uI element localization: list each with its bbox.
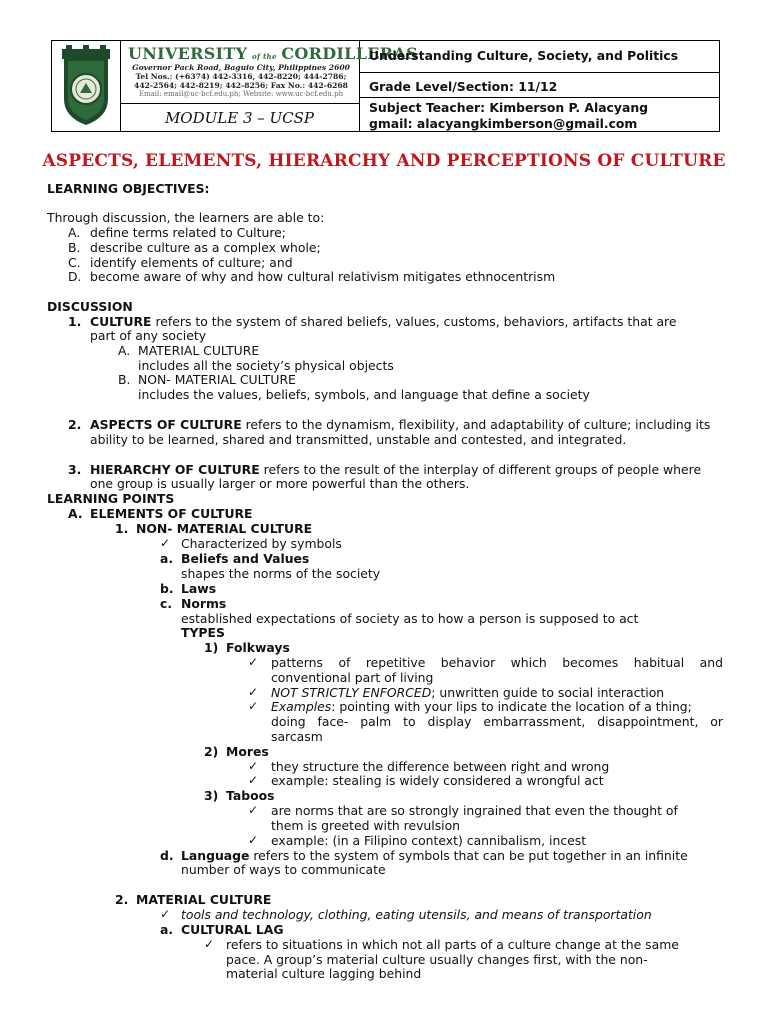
taboos-point-2: example: (in a Filipino context) cannibalism, incest [271,833,587,848]
non-material-culture-desc: includes the values, beliefs, symbols, and language that define a society [138,387,590,402]
hierarchy-definition: HIERARCHY OF CULTURE refers to the result of the interplay of different groups of people where [90,462,702,477]
laws-label: Laws [181,581,217,596]
mores-point-2: example: stealing is widely considered a wrongful act [271,773,604,788]
folkways-point-1: patterns of repetitive behavior which becomes habitual and [271,655,723,670]
objective-item: become aware of why and how cultural relativism mitigates ethnocentrism [90,269,556,284]
norms-label: Norms [181,596,227,611]
subject-teacher: Subject Teacher: Kimberson P. Alacyang [369,100,649,115]
checkmark-icon: ✓ [248,685,259,699]
checkmark-icon: ✓ [160,536,171,550]
material-culture-examples: tools and technology, clothing, eating utensils, and means of transportation [181,907,652,922]
teacher-gmail: gmail: alacyangkimberson@gmail.com [369,116,638,131]
folkways-point-3: Examples: pointing with your lips to indicate the location of a thing; [271,699,692,714]
taboos-point-1-cont: them is greeted with revulsion [271,818,461,833]
objectives-heading: LEARNING OBJECTIVES: [47,181,210,196]
mores-point-1: they structure the difference between right and wrong [271,759,610,774]
lp-letter: d. [160,848,174,863]
lp-num: 1. [115,521,129,536]
material-culture-label: MATERIAL CULTURE [138,343,260,358]
language-definition: Language refers to the system of symbols that can be put together in an infinite [181,848,688,863]
checkmark-icon: ✓ [248,833,259,847]
checkmark-icon: ✓ [248,759,259,773]
beliefs-values-label: Beliefs and Values [181,551,310,566]
cultural-lag-desc: refers to situations in which not all parts of a culture change at the same [226,937,679,952]
lp-letter: c. [160,596,173,611]
culture-definition-cont: part of any society [90,328,207,343]
university-email: Email: email@uc-bcf.edu.ph; Website: www.uc-bcf.edu.ph [138,90,344,99]
page-title: ASPECTS, ELEMENTS, HIERARCHY AND PERCEPTIONS OF CULTURE [42,151,726,171]
mores-label: Mores [226,744,269,759]
type-num: 2) [204,744,219,759]
grade-level: Grade Level/Section: 11/12 [369,79,558,94]
non-material-heading: NON- MATERIAL CULTURE [136,521,313,536]
folkways-point-2: NOT STRICTLY ENFORCED; unwritten guide to social interaction [271,685,665,700]
elements-of-culture-heading: ELEMENTS OF CULTURE [90,506,253,521]
sub-marker: B. [118,372,131,387]
material-culture-desc: includes all the society’s physical objects [138,358,394,373]
types-heading: TYPES [181,625,225,640]
discussion-num: 1. [68,314,82,329]
university-name: UNIVERSITY of the CORDILLERAS [128,44,418,63]
module-label: MODULE 3 – UCSP [164,109,315,127]
learning-points-heading: LEARNING POINTS [47,491,175,506]
folkways-point-3-end: sarcasm [271,729,323,744]
norms-desc: established expectations of society as to how a person is supposed to act [181,611,639,626]
checkmark-icon: ✓ [248,699,259,713]
lp-marker: A. [68,506,83,521]
folkways-label: Folkways [226,640,290,655]
beliefs-values-desc: shapes the norms of the society [181,566,381,581]
objectives-intro: Through discussion, the learners are able to: [47,210,325,225]
type-num: 3) [204,788,219,803]
type-num: 1) [204,640,219,655]
lp-num: 2. [115,892,129,907]
aspects-definition-cont: ability to be learned, shared and transmitted, unstable and contested, and integrated. [90,432,627,447]
folkways-point-3-cont: doing face- palm to display embarrassment, disappointment, or [271,714,723,729]
cultural-lag-desc-end: material culture lagging behind [226,966,422,981]
taboos-label: Taboos [226,788,275,803]
university-seal-logo [58,45,114,127]
objective-marker: C. [68,255,81,270]
culture-definition: CULTURE refers to the system of shared beliefs, values, customs, behaviors, artifacts that are [90,314,677,329]
objective-item: describe culture as a complex whole; [90,240,321,255]
aspects-definition: ASPECTS OF CULTURE refers to the dynamism, flexibility, and adaptability of culture; including its [90,417,711,432]
taboos-point-1: are norms that are so strongly ingrained that even the thought of [271,803,678,818]
objective-item: identify elements of culture; and [90,255,293,270]
checkmark-icon: ✓ [160,907,171,921]
lp-letter: a. [160,922,174,937]
header-box [51,40,720,132]
university-tel-2: 442-2564; 442-8219; 442-8256; Fax No.: 442-6268 [134,81,348,91]
symbols-note: Characterized by symbols [181,536,342,551]
hierarchy-definition-cont: one group is usually larger or more powerful than the others. [90,476,470,491]
discussion-heading: DISCUSSION [47,299,133,314]
checkmark-icon: ✓ [248,655,259,669]
checkmark-icon: ✓ [248,803,259,817]
sub-marker: A. [118,343,131,358]
objective-marker: D. [68,269,82,284]
cultural-lag-label: CULTURAL LAG [181,922,284,937]
objective-item: define terms related to Culture; [90,225,286,240]
discussion-num: 3. [68,462,82,477]
university-tel-1: Tel Nos.: (+6374) 442-3316, 442-8220; 444-2786; [135,72,347,82]
checkmark-icon: ✓ [204,937,215,951]
university-address: Governor Pack Road, Baguio City, Philippines 2600 [132,63,350,72]
language-definition-cont: number of ways to communicate [181,862,386,877]
non-material-culture-label: NON- MATERIAL CULTURE [138,372,296,387]
subject-title: Understanding Culture, Society, and Politics [369,48,679,63]
objective-marker: A. [68,225,81,240]
objective-marker: B. [68,240,81,255]
university-letterhead [128,44,418,101]
material-culture-heading: MATERIAL CULTURE [136,892,272,907]
discussion-num: 2. [68,417,82,432]
lp-letter: b. [160,581,174,596]
checkmark-icon: ✓ [248,773,259,787]
cultural-lag-desc-cont: pace. A group’s material culture usually changes first, with the non- [226,952,648,967]
lp-letter: a. [160,551,174,566]
folkways-point-1-cont: conventional part of living [271,670,434,685]
